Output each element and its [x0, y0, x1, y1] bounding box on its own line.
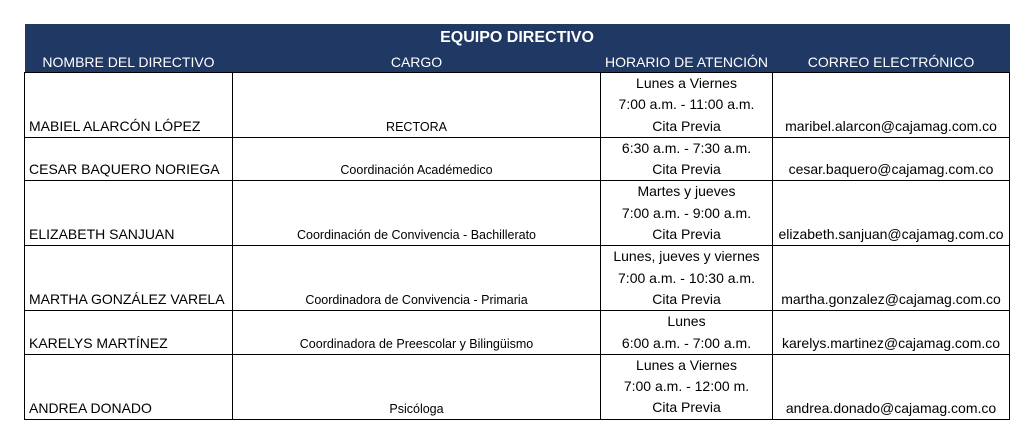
horario-line: Cita Previa — [652, 399, 721, 416]
nombre-cell: MARTHA GONZÁLEZ VARELA — [25, 246, 233, 311]
table-row — [25, 137, 1010, 181]
header-cargo: CARGO — [233, 51, 601, 73]
table-row — [25, 246, 1010, 311]
horario-line: Martes y jueves — [637, 183, 736, 200]
header-horario: HORARIO DE ATENCIÓN — [601, 51, 773, 73]
correo-cell: elizabeth.sanjuan@cajamag.com.co — [773, 181, 1010, 246]
horario-line: 6:00 a.m. - 7:00 a.m. — [621, 334, 752, 351]
horario-line: 7:00 a.m. - 11:00 a.m. — [618, 96, 755, 113]
horario-cell — [601, 137, 773, 181]
horario-line: Lunes a Viernes — [636, 75, 737, 91]
table-row — [25, 181, 1010, 246]
horario-line: 7:00 a.m. - 9:00 a.m. — [621, 204, 752, 221]
horario-line: Cita Previa — [652, 117, 721, 134]
nombre-cell: CESAR BAQUERO NORIEGA — [25, 137, 233, 181]
correo-cell: andrea.donado@cajamag.com.co — [773, 354, 1010, 419]
horario-line: Cita Previa — [652, 161, 721, 178]
cargo-cell: Coordinadora de Convivencia - Primaria — [233, 246, 601, 311]
horario-line: 6:30 a.m. - 7:30 a.m. — [621, 139, 752, 156]
horario-cell — [601, 311, 773, 355]
horario-cell — [601, 246, 773, 311]
correo-cell: maribel.alarcon@cajamag.com.co — [773, 73, 1010, 138]
header-nombre: NOMBRE DEL DIRECTIVO — [25, 51, 233, 73]
table-title-row — [25, 24, 1010, 51]
table-row — [25, 311, 1010, 355]
horario-line: Cita Previa — [652, 290, 721, 307]
nombre-cell: ANDREA DONADO — [25, 354, 233, 419]
nombre-cell: ELIZABETH SANJUAN — [25, 181, 233, 246]
correo-cell: martha.gonzalez@cajamag.com.co — [773, 246, 1010, 311]
horario-cell — [601, 354, 773, 419]
nombre-cell: KARELYS MARTÍNEZ — [25, 311, 233, 355]
table-header-row — [25, 51, 1010, 73]
cargo-cell: Psicóloga — [233, 354, 601, 419]
horario-line: 7:00 a.m. - 10:30 a.m. — [618, 269, 755, 286]
header-correo: CORREO ELECTRÓNICO — [773, 51, 1010, 73]
cargo-cell: Coordinadora de Preescolar y Bilingüismo — [233, 311, 601, 355]
nombre-cell: MABIEL ALARCÓN LÓPEZ — [25, 73, 233, 138]
horario-line: Lunes — [667, 313, 706, 330]
cargo-cell: Coordinación de Convivencia - Bachillerato — [233, 181, 601, 246]
cargo-cell: RECTORA — [233, 73, 601, 138]
correo-cell: karelys.martinez@cajamag.com.co — [773, 311, 1010, 355]
horario-cell — [601, 181, 773, 246]
equipo-directivo-table — [24, 24, 1010, 420]
horario-line: Lunes, jueves y viernes — [613, 248, 760, 265]
horario-cell — [601, 73, 773, 138]
cargo-cell: Coordinación Académedico — [233, 137, 601, 181]
table-row — [25, 73, 1010, 138]
table-title: EQUIPO DIRECTIVO — [25, 24, 1010, 51]
correo-cell: cesar.baquero@cajamag.com.co — [773, 137, 1010, 181]
horario-line: Lunes a Viernes — [636, 356, 737, 373]
horario-line: 7:00 a.m. - 12:00 m. — [623, 378, 750, 395]
table-row — [25, 354, 1010, 419]
horario-line: Cita Previa — [652, 226, 721, 243]
